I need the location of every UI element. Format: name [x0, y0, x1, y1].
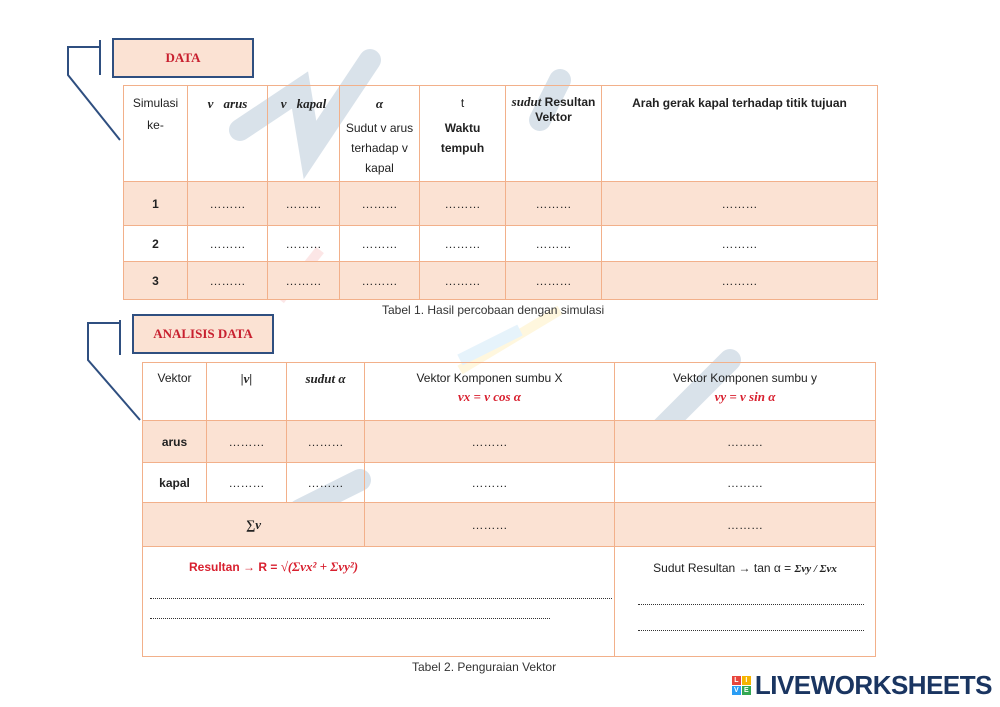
header-simulasi: Simulasi ke- [124, 86, 188, 182]
cell-blank[interactable]: ……… [506, 226, 602, 262]
answer-line[interactable] [150, 598, 612, 599]
cell-blank[interactable]: ……… [615, 421, 876, 463]
cell-blank[interactable]: ……… [506, 262, 602, 300]
cell-blank[interactable]: ……… [268, 182, 340, 226]
cell-blank[interactable]: ……… [420, 182, 506, 226]
table-row [143, 421, 876, 463]
sum-label: ∑v [143, 503, 365, 547]
cell-blank[interactable]: ……… [506, 182, 602, 226]
cell-blank[interactable]: ……… [340, 182, 420, 226]
cell-blank[interactable]: ……… [602, 262, 878, 300]
cell-blank[interactable]: ……… [615, 503, 876, 547]
table-row [124, 182, 878, 226]
cell-blank[interactable]: ……… [602, 226, 878, 262]
section-title-data: DATA [112, 38, 254, 78]
cell-blank[interactable]: ……… [365, 463, 615, 503]
cell-blank[interactable]: ……… [602, 182, 878, 226]
cell-blank[interactable]: ……… [207, 421, 287, 463]
table2-caption: Tabel 2. Penguraian Vektor [412, 660, 557, 674]
answer-line[interactable] [638, 630, 864, 631]
cell-blank[interactable]: ……… [268, 226, 340, 262]
header-komp-x: Vektor Komponen sumbu X vx = v cos α [365, 363, 615, 421]
answer-line[interactable] [150, 618, 550, 619]
sudut-resultan-cell [615, 547, 876, 657]
cell-blank[interactable]: ……… [420, 226, 506, 262]
liveworksheets-logo [732, 670, 992, 701]
resultan-formula: √(Σvx² + Σvy²) [280, 559, 359, 574]
brand-name: LIVEWORKSHEETS [754, 670, 992, 700]
cell-blank[interactable]: ……… [340, 226, 420, 262]
cell-blank[interactable]: ……… [365, 503, 615, 547]
header-arah: Arah gerak kapal terhadap titik tujuan [602, 86, 878, 182]
row-number: 3 [124, 262, 188, 300]
header-vektor: Vektor [143, 363, 207, 421]
row-label: kapal [143, 463, 207, 503]
row-label: arus [143, 421, 207, 463]
table1-caption: Tabel 1. Hasil percobaan dengan simulasi [382, 303, 605, 317]
analysis-table [142, 362, 876, 657]
table-row [124, 262, 878, 300]
header-v-kapal: v⃗kapal [268, 86, 340, 182]
answer-line[interactable] [638, 604, 864, 605]
cell-blank[interactable]: ……… [340, 262, 420, 300]
header-sudut-alpha: sudut α [287, 363, 365, 421]
sum-row [143, 503, 876, 547]
resultan-label: Resultan → R = [189, 560, 281, 574]
sudut-resultan-formula: Σvy / Σvx [794, 563, 837, 575]
header-komp-y: Vektor Komponen sumbu y vy = v sin α [615, 363, 876, 421]
row-number: 1 [124, 182, 188, 226]
cell-blank[interactable]: ……… [365, 421, 615, 463]
cell-blank[interactable]: ……… [420, 262, 506, 300]
logo-grid-icon: L I V E [732, 676, 751, 695]
data-table [123, 85, 878, 300]
cell-blank[interactable]: ……… [615, 463, 876, 503]
sudut-resultan-label: Sudut Resultan → tan α = [653, 561, 795, 575]
header-alpha: α Sudut v arus terhadap v kapal [340, 86, 420, 182]
header-sudut-resultan: sudut Resultan Vektor [506, 86, 602, 182]
section-title-analisis: ANALISIS DATA [132, 314, 274, 354]
cell-blank[interactable]: ……… [287, 421, 365, 463]
header-t: t Waktu tempuh [420, 86, 506, 182]
row-number: 2 [124, 226, 188, 262]
resultan-cell [143, 547, 615, 657]
cell-blank[interactable]: ……… [207, 463, 287, 503]
table-row [124, 226, 878, 262]
header-abs-v: |v| [207, 363, 287, 421]
header-v-arus: v⃗arus [188, 86, 268, 182]
cell-blank[interactable]: ……… [287, 463, 365, 503]
cell-blank[interactable]: ……… [268, 262, 340, 300]
cell-blank[interactable]: ……… [188, 226, 268, 262]
cell-blank[interactable]: ……… [188, 262, 268, 300]
table-row [143, 463, 876, 503]
cell-blank[interactable]: ……… [188, 182, 268, 226]
